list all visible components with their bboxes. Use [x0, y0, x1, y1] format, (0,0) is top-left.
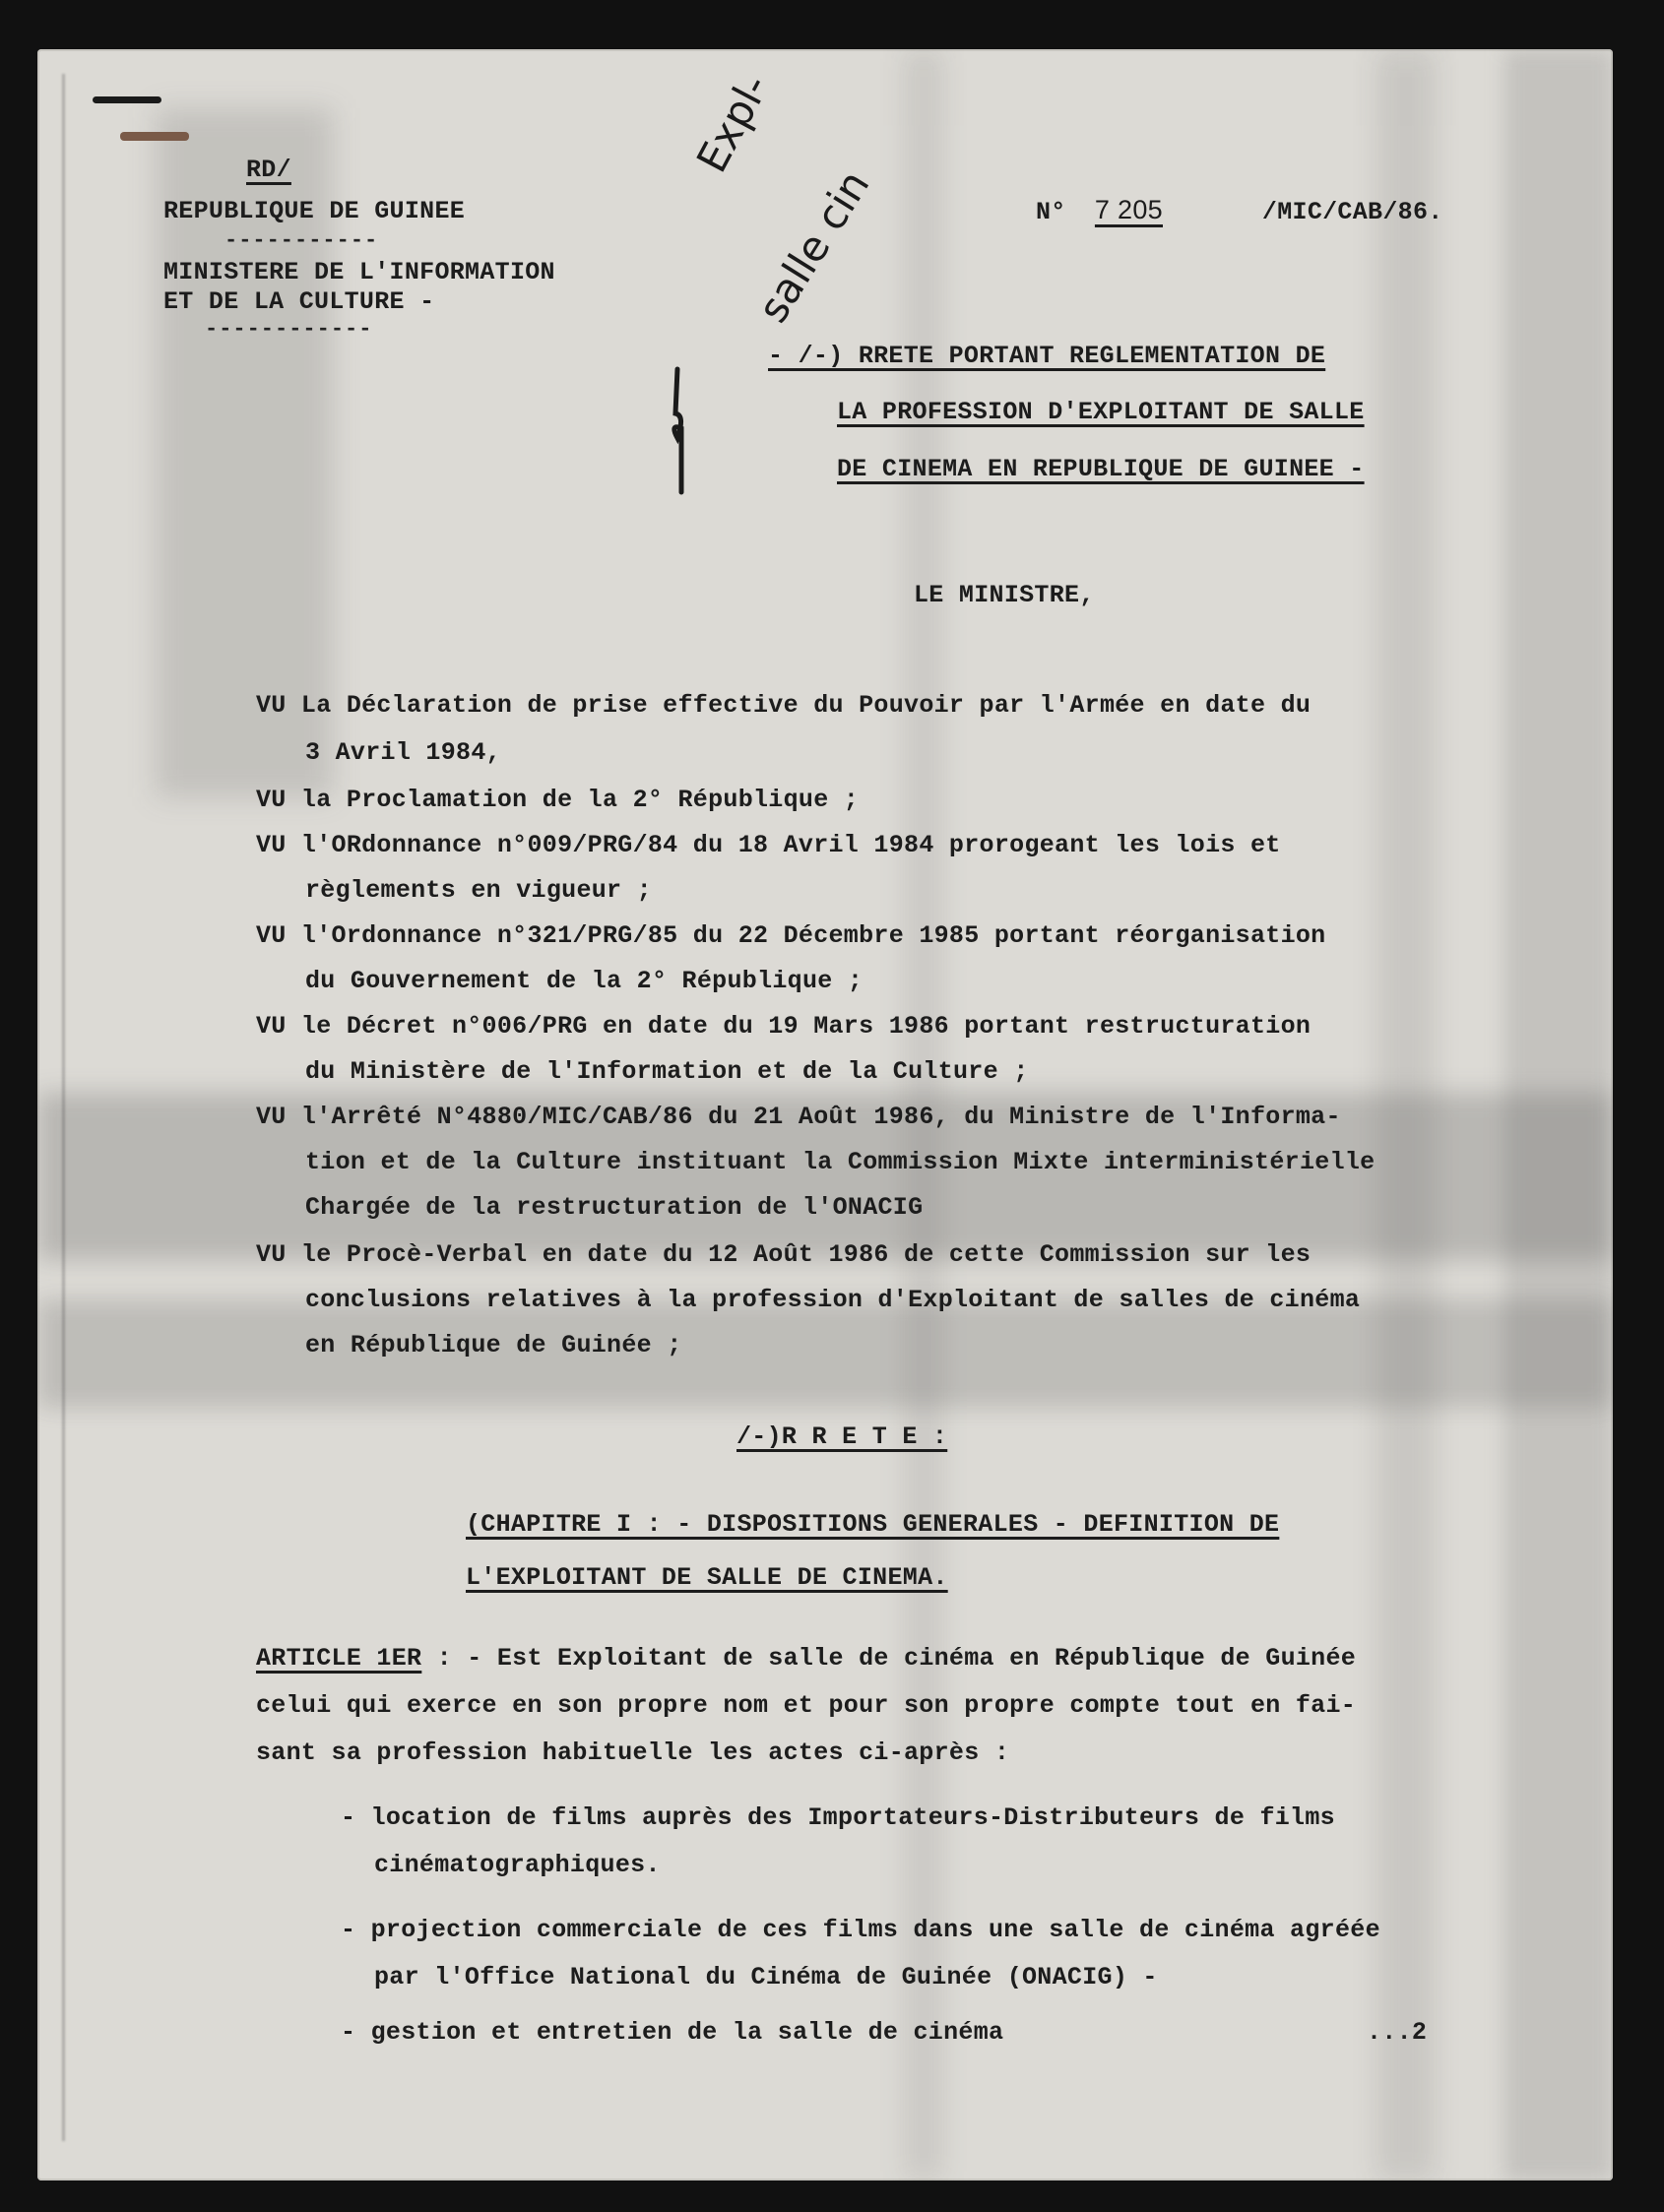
handwritten-note: salle cin	[748, 161, 879, 331]
article-1: ARTICLE 1ER : - Est Exploitant de salle de cinéma en République de Guinée	[256, 1644, 1357, 1673]
ministry-line-2: ET DE LA CULTURE -	[163, 287, 435, 316]
initials: RD/	[246, 156, 291, 184]
separator: -----------	[224, 228, 379, 253]
article-label: ARTICLE 1ER	[256, 1644, 422, 1673]
chapter-title-line-2: L'EXPLOITANT DE SALLE DE CINEMA.	[466, 1563, 948, 1592]
consideration-2: VU la Proclamation de la 2° République ;	[256, 786, 860, 814]
consideration-3: VU l'ORdonnance n°009/PRG/84 du 18 Avril 1984 prorogeant les lois et	[256, 831, 1281, 859]
decree-heading: /-)R R E T E :	[736, 1422, 948, 1451]
ministry-line-1: MINISTERE DE L'INFORMATION	[163, 258, 555, 286]
minister-heading: LE MINISTRE,	[914, 581, 1095, 609]
consideration-7-cont: conclusions relatives à la profession d'Exploitant de salles de cinéma	[305, 1286, 1361, 1314]
reference-suffix: /MIC/CAB/86.	[1261, 198, 1443, 226]
reference-prefix: N°	[1036, 198, 1066, 226]
article-1-cont: sant sa profession habituelle les actes ci-après :	[256, 1738, 1010, 1767]
consideration-4-cont: du Gouvernement de la 2° République ;	[305, 967, 864, 995]
title-line-1	[768, 342, 1325, 371]
title-line-2: LA PROFESSION D'EXPLOITANT DE SALLE	[837, 398, 1365, 426]
ink-mark	[93, 96, 161, 103]
title-line-3: DE CINEMA EN REPUBLIQUE DE GUINEE -	[837, 455, 1365, 483]
consideration-5: VU le Décret n°006/PRG en date du 19 Mars 1986 portant restructuration	[256, 1012, 1312, 1041]
list-item: - location de films auprès des Importateurs-Distributeurs de films	[341, 1803, 1335, 1832]
separator: ------------	[205, 317, 373, 342]
reference-value: 7 205	[1094, 195, 1163, 224]
list-item-cont: par l'Office National du Cinéma de Guinée (ONACIG) -	[374, 1963, 1158, 1991]
handwritten-note: Expl-	[687, 66, 779, 181]
list-item: - projection commerciale de ces films dans une salle de cinéma agréée	[341, 1916, 1380, 1944]
consideration-3-cont: règlements en vigueur ;	[305, 876, 652, 905]
consideration-6-cont: Chargée de la restructuration de l'ONACIG	[305, 1193, 924, 1222]
handwritten-signature-mark	[648, 345, 707, 502]
article-1-cont: celui qui exerce en son propre nom et pour son propre compte tout en fai-	[256, 1691, 1357, 1720]
consideration-1-cont: 3 Avril 1984,	[305, 738, 501, 767]
consideration-5-cont: du Ministère de l'Information et de la Culture ;	[305, 1057, 1029, 1086]
copy-streak	[37, 1299, 1613, 1408]
consideration-6-cont: tion et de la Culture instituant la Commission Mixte interministérielle	[305, 1148, 1376, 1176]
consideration-7: VU le Procè-Verbal en date du 12 Août 1986 de cette Commission sur les	[256, 1240, 1312, 1269]
list-item: - gestion et entretien de la salle de cinéma	[341, 2018, 1004, 2047]
list-item-cont: cinématographiques.	[374, 1851, 661, 1879]
consideration-6: VU l'Arrêté N°4880/MIC/CAB/86 du 21 Août 1986, du Ministre de l'Informa-	[256, 1103, 1341, 1131]
title-text: - /-) RRETE PORTANT REGLEMENTATION DE	[768, 342, 1326, 370]
consideration-7-cont: en République de Guinée ;	[305, 1331, 682, 1359]
consideration-4: VU l'Ordonnance n°321/PRG/85 du 22 Décembre 1985 portant réorganisation	[256, 921, 1326, 950]
document-page	[37, 49, 1613, 2180]
reference-number	[1036, 195, 1443, 227]
ink-mark	[120, 132, 189, 141]
page-continuation: ...2	[1367, 2018, 1428, 2047]
country-name: REPUBLIQUE DE GUINEE	[163, 197, 466, 225]
chapter-title-line-1: (CHAPITRE I : - DISPOSITIONS GENERALES - DEFINITION DE	[466, 1510, 1280, 1539]
consideration-1: VU La Déclaration de prise effective du Pouvoir par l'Armée en date du	[256, 691, 1312, 720]
